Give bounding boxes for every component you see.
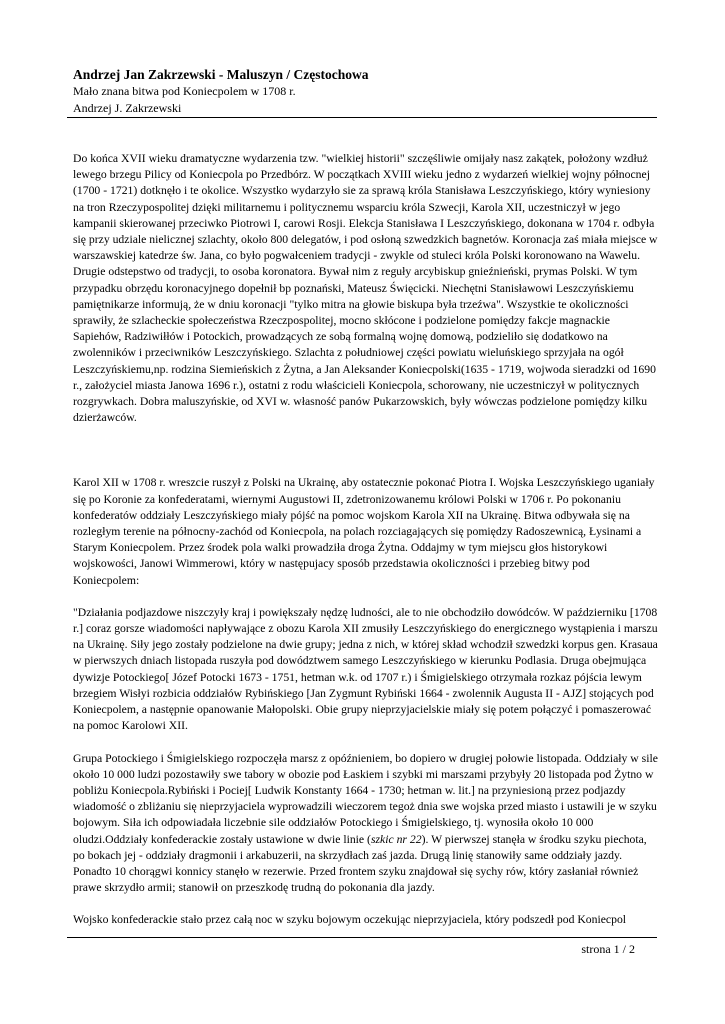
document-author: Andrzej J. Zakrzewski <box>73 101 182 115</box>
paragraph-3: "Działania podjazdowe niszczyły kraj i powiększały nędzę ludności, ale to nie obchodziło dowódców. W październiku [1708 r.] coraz gorsze wiadomości napływające z obozu Karola XII zmusiły Leszczyńskiego do energicznego wystąpienia i marszu na Ukrainę. Siły jego zostały podzielone na dwie grupy; jedna z nich, w której skład wchodził szwedzki korpus gen. Krasaua w pierwszych dniach listopada ruszyła pod dowództwem samego Leszczyńskiego w kierunku Podlasia. Druga obejmująca dywizje Potockiego[ Józef Potocki 1673 - 1751, hetman w.k. od 1707 r.) i Śmigielskiego otrzymała rozkaz pójścia lewym brzegiem Wisłyi rozbicia oddziałów Rybińskiego [Jan Zygmunt Rybiński 1664 - zwolennik Augusta II - AJZ] stojących pod Koniecpolem, a następnie opanowanie Małopolski. Obie grupy nieprzyjacielskie miały się potem połączyć i pomaszerować na pomoc Karolowi XII. <box>73 605 658 733</box>
paragraph-2: Karol XII w 1708 r. wreszcie ruszył z Polski na Ukrainę, aby ostatecznie pokonać Piotra I. Wojska Leszczyńskiego uganiały się po Koronie za konfederatami, wiernymi Augustowi II, zdetronizowanemu królowi Polski w 1706 r. Po pokonaniu konfederatów oddziały Leszczyńskiego miały pójść na pomoc wojskom Karola XII na Ukrainę. Bitwa odbywała się na rozległym terenie na północny-zachód od Koniecpola, na polach rozciagających się pomiędzy Radoszewnicą, Łysinami a Starym Koniecpolem. Przez środek pola walki prowadziła droga Żytna. Oddajmy w tym miejscu głos historykowi wojskowości, Janowi Wimmerowi, który w następujacy sposób przedstawia okoliczności i przebieg bitwy pod Koniecpolem: <box>73 476 655 587</box>
paragraph-5: Wojsko konfederackie stało przez całą noc w szyku bojowym oczekując nieprzyjaciela, który podszedł pod Koniecpol <box>73 913 627 927</box>
footer-divider <box>67 937 657 938</box>
paragraph-1: Do końca XVII wieku dramatyczne wydarzenia tzw. "wielkiej historii" szczęśliwie omijały nasz zakątek, położony wzdłuż lewego brzegu Pilicy od Koniecpola po Przedbórz. W początkach XVIII wieku jedno z wydarzeń wielkiej wojny północnej (1700 - 1721) dotknęło i te okolice. Wszystko wydarzyło sie za sprawą króla Stanisława Leszczyńskiego, który wyniesiony na tron Rzeczypospolitej dzięki militarnemu i politycznemu wsparciu króla Szwecji, Karola XII, uczestniczył w jego kampanii skierowanej przeciwko Piotrowi I, carowi Rosji. Elekcja Stanisława I Leszczyńskiego, dokonana w 1704 r. odbyła się przy udziale nielicznej szlachty, około 800 delegatów, i pod osłoną szwedzkich bagnetów. Koronacja zaś miała miejsce w warszawskiej katedrze św. Jana, co było pogwałceniem tradycji - zwykle od stuleci króla Polski koronowano na Wawelu. Drugie odstepstwo od tradycji, to osoba koronatora. Bywał nim z reguły arcybiskup gnieźnieński, prymas Polski. W tym przypadku obrzędu koronacyjnego dopełnił bp poznański, Mateusz Święcicki. Niechętni Stanisławowi Leszczyńskiemu pamiętnikarze informują, że w dniu koronacji "tylko mitra na głowie biskupa była trzeźwa". Wszystkie te okoliczności sprawiły, że szlacheckie społeczeństwa Rzeczpospolitej, mocno skłócone i podzielone pomiędzy fakcje magnackie Sapiehów, Radziwiłłów i Potockich, prowadzących ze sobą formalną wojnę domową, podzieliło się dodatkowo na zwolenników i przeciwników Leszczyńskiego. Szlachta z południowej części powiatu wieluńskiego sprzyjała na ogół Leszczyńskiemu,np. rodzina Siemieńskich z Żytna, a Jan Aleksander Koniecpolski(1635 - 1719, wojwoda sieradzki od 1690 r., założyciel miasta Janowa 1696 r.), ostatni z rodu właścicieli Koniecpola, schorowany, nie uczestniczył w politycznych rozgrywkach. Dobra maluszyńskie, od XVI w. własność panów Pukarzowskich, były wówczas podzielone pomiędzy kilku dzierżawców. <box>73 152 658 425</box>
sketch-reference: szkic nr 22 <box>370 832 422 846</box>
paragraph-4 <box>73 751 658 897</box>
header-divider <box>67 117 657 118</box>
document-subtitle: Mało znana bitwa pod Koniecpolem w 1708 r. <box>73 84 296 98</box>
paragraph-4-text-b: ). W pierwszej stanęła w środku szyku piechota, po bokach jej - oddziały dragmonii i arkabuzerii, na skrzydłach zaś jazda. Drugą linię stanowiły same oddziały jazdy. Ponadto 10 chorągwi konnicy stanęło w rezerwie. Przed frontem szyku znajdował się sychy rów, który zasłaniał również prawe skrzydło armii; stanowił on przeszkodę trudną do pokonania dla jazdy. <box>73 832 647 895</box>
page-number: strona 1 / 2 <box>581 942 635 956</box>
document-body <box>73 151 658 929</box>
paragraph-4-text-a: Grupa Potockiego i Śmigielskiego rozpoczęła marsz z opóźnieniem, bo dopiero w drugiej połowie listopada. Oddziały w sile około 10 000 ludzi pozostawiły swe tabory w obozie pod Łaskiem i szybki mi marszami przybyły 20 listopada pod Żytno w pobliżu Koniecpola.Rybiński i Pociej[ Ludwik Konstanty 1664 - 1730; hetman w. lit.] na przyniesioną przez podjazdy wiadomość o zbliżaniu się nieprzyjaciela wyprowadzili wieczorem tegoż dnia swe wojska przed miasto i ustawili je w szyku bojowym. Siła ich odpowiadała liczebnie sile oddziałów Potockiego i Śmigielskiego, tj. wynosiła około 10 000 oludzi.Oddziały konfederackie zostały ustawione w dwie linie ( <box>73 751 658 846</box>
document-header <box>73 66 658 117</box>
document-title: Andrzej Jan Zakrzewski - Maluszyn / Częstochowa <box>73 67 369 82</box>
